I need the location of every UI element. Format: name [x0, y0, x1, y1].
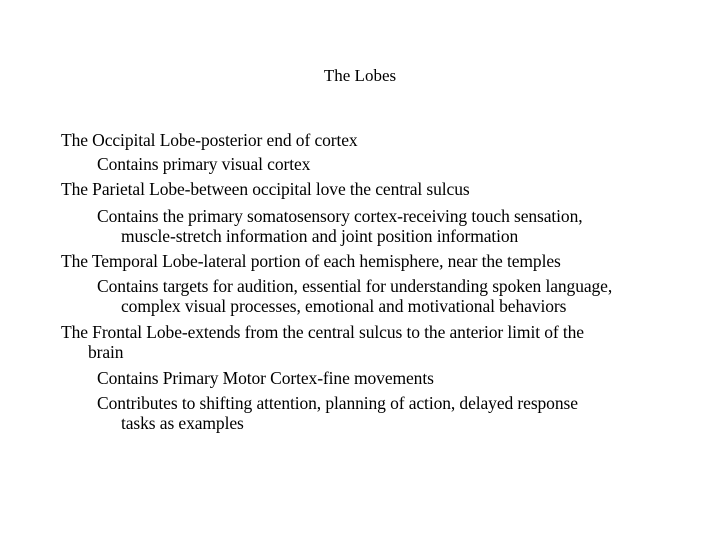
sub-bullet-parietal-cont: muscle-stretch information and joint position information [121, 226, 519, 246]
bullet-frontal-cont: brain [88, 342, 124, 362]
slide-title: The Lobes [323, 66, 397, 85]
sub-bullet-frontal-2-cont: tasks as examples [121, 413, 244, 433]
sub-bullet-frontal-2: Contributes to shifting attention, planning of action, delayed response [97, 393, 578, 413]
bullet-frontal: The Frontal Lobe-extends from the central sulcus to the anterior limit of the [61, 322, 584, 342]
bullet-parietal: The Parietal Lobe-between occipital love the central sulcus [61, 179, 470, 199]
sub-bullet-temporal: Contains targets for audition, essential for understanding spoken language, [97, 276, 613, 296]
bullet-temporal: The Temporal Lobe-lateral portion of each hemisphere, near the temples [61, 251, 561, 271]
sub-bullet-occipital: Contains primary visual cortex [97, 154, 311, 174]
sub-bullet-temporal-cont: complex visual processes, emotional and motivational behaviors [121, 296, 567, 316]
sub-bullet-frontal-1: Contains Primary Motor Cortex-fine movements [97, 368, 434, 388]
sub-bullet-parietal: Contains the primary somatosensory cortex-receiving touch sensation, [97, 206, 583, 226]
bullet-occipital: The Occipital Lobe-posterior end of cortex [61, 130, 358, 150]
